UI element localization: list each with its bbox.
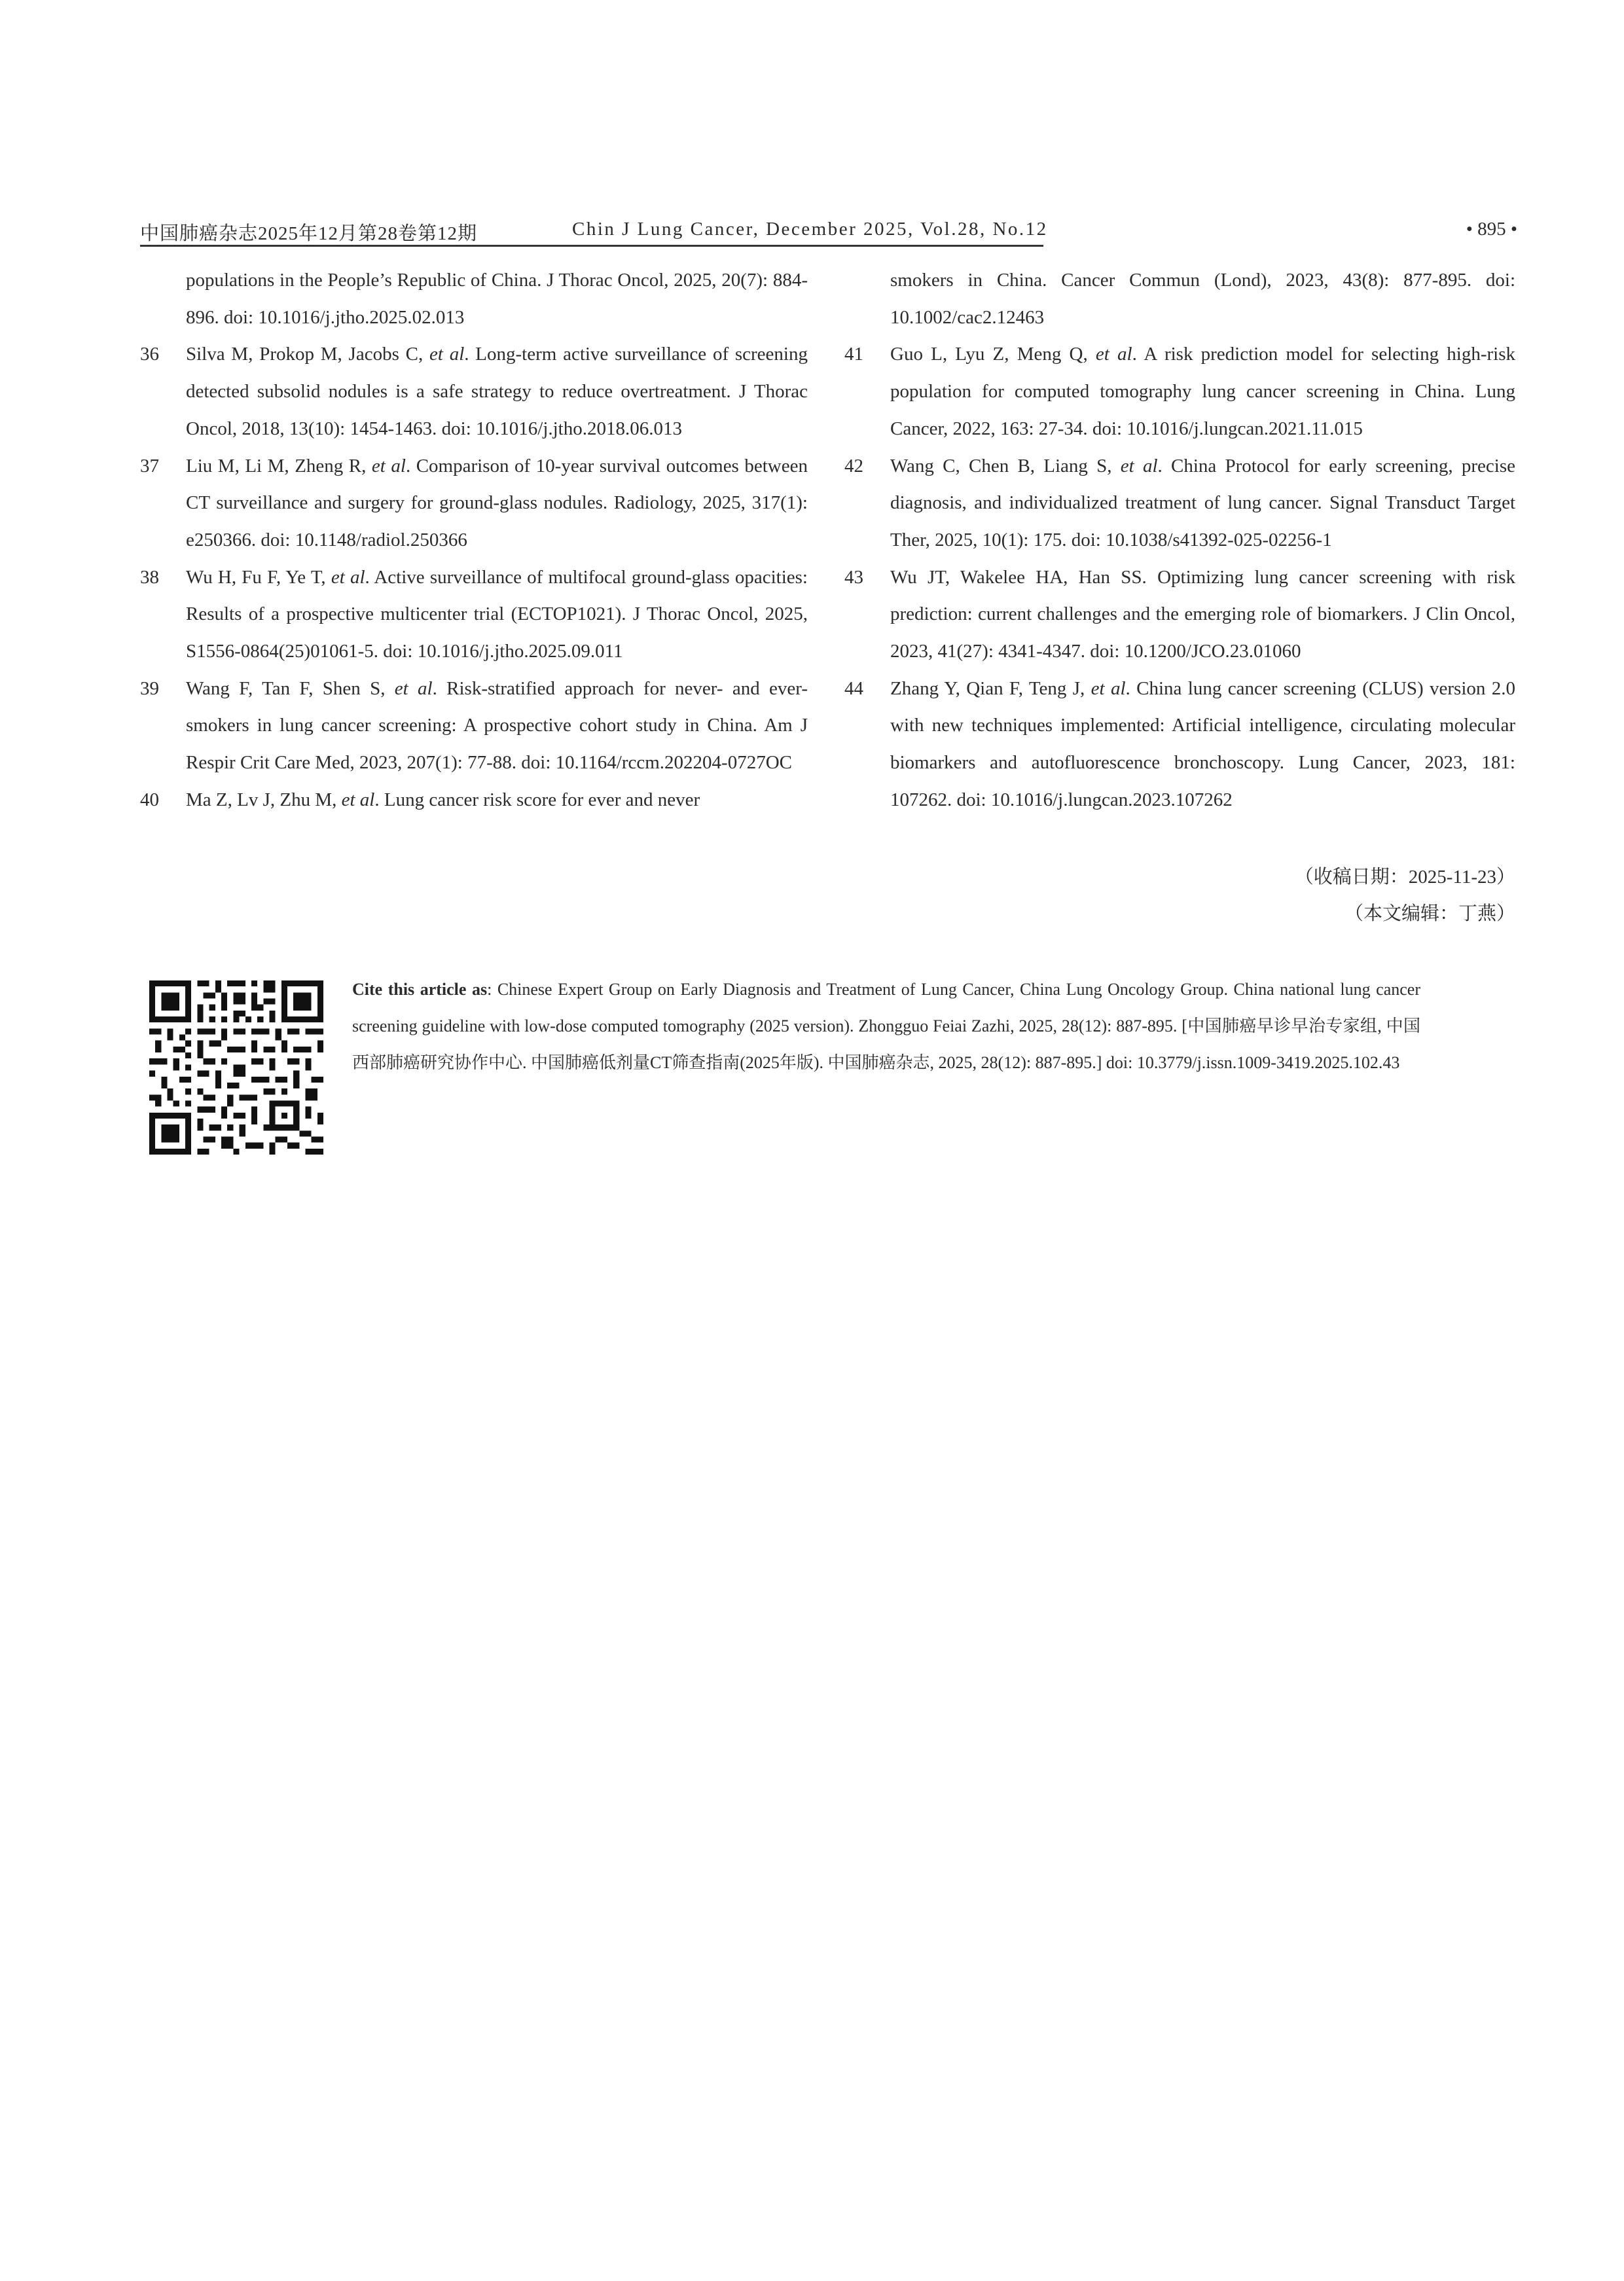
reference-number: 40 [140, 789, 159, 810]
reference-text: Wu H, Fu F, Ye T, et al. Active surveillance of multifocal ground-glass opacities: Results of a prospective multicenter trial (ECTOP1021). J Thorac Oncol, 2025, S1556-0864(25)01061-5. doi: 10.1016/j.jtho.2025.09.011 [186, 566, 808, 662]
reference-text: smokers in China. Cancer Commun (Lond), 2023, 43(8): 877-895. doi: 10.1002/cac2.12463 [890, 270, 1515, 328]
reference-text: populations in the People’s Republic of China. J Thorac Oncol, 2025, 20(7): 884-896. doi: 10.1016/j.jtho.2025.02.013 [186, 270, 808, 328]
article-editor: （本文编辑：丁燕） [1344, 903, 1515, 924]
qr-code-icon[interactable] [149, 980, 323, 1155]
reference-text: Silva M, Prokop M, Jacobs C, et al. Long-term active surveillance of screening detected subsolid nodules is a safe strategy to reduce overtreatment. J Thorac Oncol, 2018, 13(10): 1454-1463. doi: 10.1016/j.jtho.2018.06.013 [186, 344, 808, 439]
reference-item [844, 336, 1515, 447]
received-date: （收稿日期：2025-11-23） [1294, 867, 1515, 888]
reference-item [844, 559, 1515, 670]
reference-number: 41 [844, 344, 863, 365]
reference-number: 42 [844, 455, 863, 476]
reference-number: 44 [844, 677, 863, 699]
reference-item [140, 448, 808, 559]
reference-text: Liu M, Li M, Zheng R, et al. Comparison of 10-year survival outcomes between CT surveillance and surgery for ground-glass nodules. Radiology, 2025, 317(1): e250366. doi: 10.1148/radiol.250366 [186, 455, 808, 550]
reference-text: Zhang Y, Qian F, Teng J, et al. China lung cancer screening (CLUS) version 2.0 with new techniques implemented: Artificial intelligence, circulating molecular biomarkers and autofluorescence bronchoscopy. Lung Cancer, 2023, 181: 107262. doi: 10.1016/j.lungcan.2023.107262 [890, 677, 1515, 810]
reference-item [140, 781, 808, 819]
reference-item [140, 262, 808, 336]
cite-block [352, 971, 1420, 1081]
journal-title-en: Chin J Lung Cancer, December 2025, Vol.28, No.12 [572, 219, 1048, 240]
received-info [1295, 859, 1515, 932]
reference-text: Ma Z, Lv J, Zhu M, et al. Lung cancer risk score for ever and never [186, 789, 700, 810]
reference-number: 36 [140, 344, 159, 365]
header-rule [140, 216, 1048, 247]
reference-number: 37 [140, 455, 159, 476]
running-header [140, 216, 1517, 249]
reference-item [844, 670, 1515, 819]
journal-title-cn: 中国肺癌杂志2025年12月第28卷第12期 [140, 223, 478, 244]
reference-column-right [844, 262, 1515, 819]
reference-item [844, 448, 1515, 559]
reference-item [140, 559, 808, 670]
reference-text: Guo L, Lyu Z, Meng Q, et al. A risk prediction model for selecting high-risk population for computed tomography lung cancer screening in China. Lung Cancer, 2022, 163: 27-34. doi: 10.1016/j.lungcan.2021.11.015 [890, 344, 1515, 439]
reference-text: Wang F, Tan F, Shen S, et al. Risk-stratified approach for never- and ever-smokers in lung cancer screening: A prospective cohort study in China. Am J Respir Crit Care Med, 2023, 207(1): 77-88. doi: 10.1164/rccm.202204-0727OC [186, 677, 808, 774]
cite-label: Cite this article as [352, 980, 488, 999]
reference-column-left [140, 262, 808, 819]
reference-text: Wang C, Chen B, Liang S, et al. China Protocol for early screening, precise diagnosis, and individualized treatment of lung cancer. Signal Transduct Target Ther, 2025, 10(1): 175. doi: 10.1038/s41392-025-02256-1 [890, 455, 1515, 550]
reference-item [140, 336, 808, 447]
reference-number: 39 [140, 677, 159, 699]
page-number: • 895 • [1466, 219, 1517, 240]
reference-number: 38 [140, 566, 159, 588]
cite-text: : Chinese Expert Group on Early Diagnosis and Treatment of Lung Cancer, China Lung Oncology Group. China national lung cancer screening guideline with low-dose computed tomography (2025 version). Zhongguo Feiai Zazhi, 2025, 28(12): 887-895. [中国肺癌早诊早治专家组, 中国西部肺癌研究协作中心. 中国肺癌低剂量CT筛查指南(2025年版). 中国肺癌杂志, 2025, 28(12): 887-895.] doi: 10.3779/j.issn.1009-3419.2025.102.43 [352, 980, 1420, 1072]
reference-text: Wu JT, Wakelee HA, Han SS. Optimizing lung cancer screening with risk prediction: current challenges and the emerging role of biomarkers. J Clin Oncol, 2023, 41(27): 4341-4347. doi: 10.1200/JCO.23.01060 [890, 566, 1515, 662]
reference-number: 43 [844, 566, 863, 588]
reference-item [140, 670, 808, 781]
reference-item [844, 262, 1515, 336]
